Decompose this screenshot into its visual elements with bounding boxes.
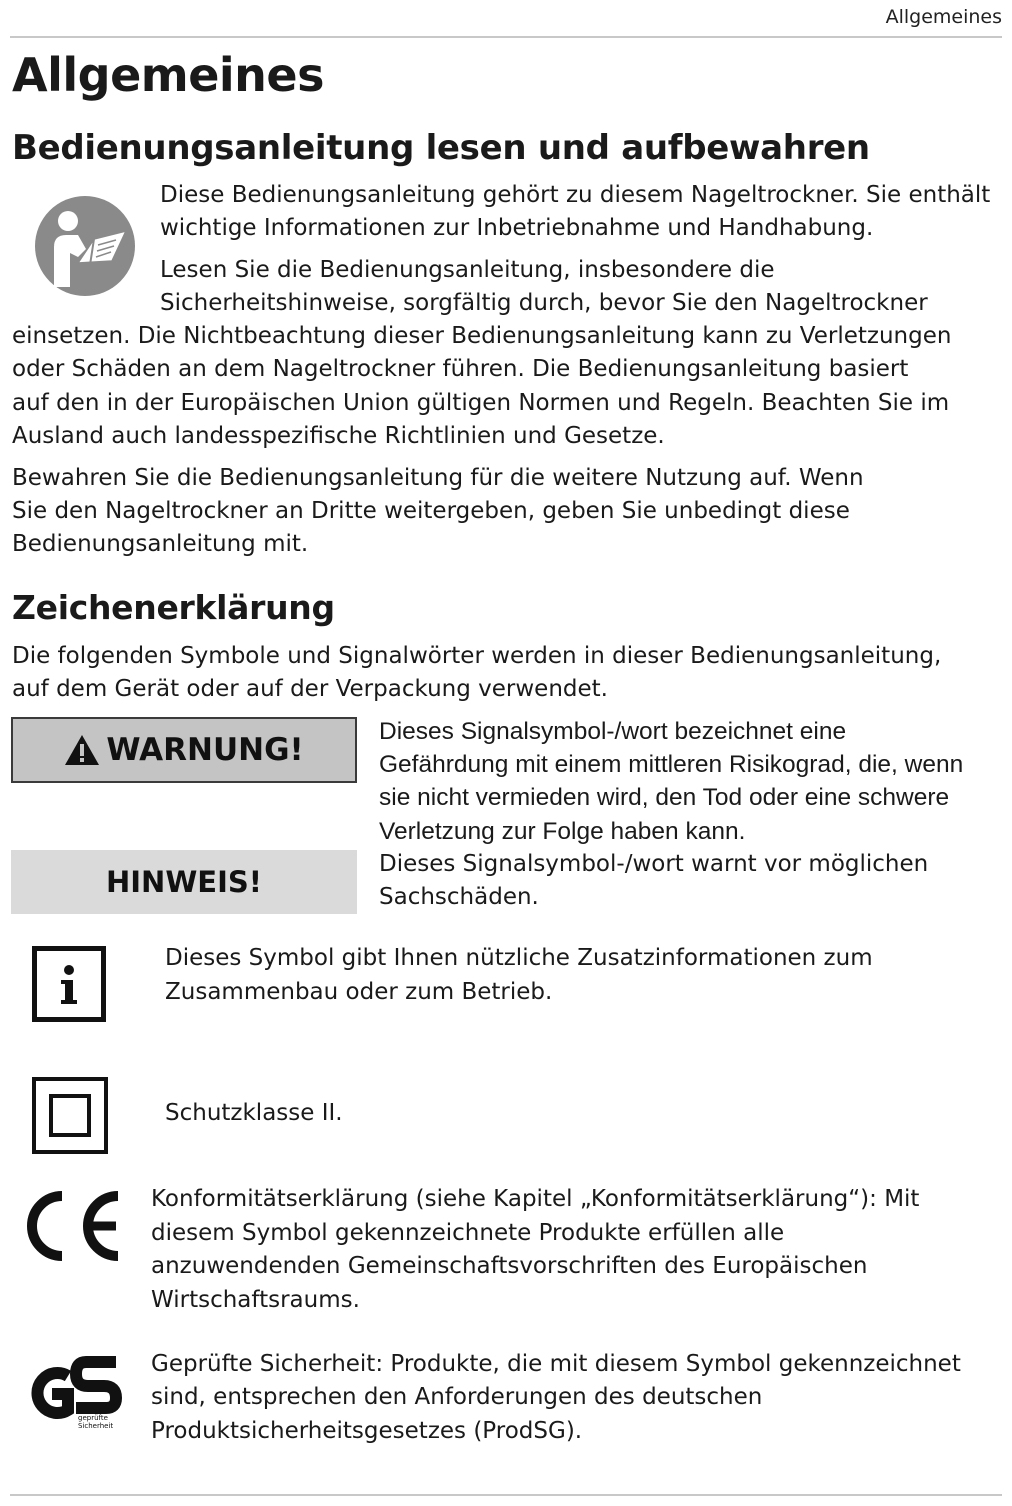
body-line: einsetzen. Die Nichtbeachtung dieser Bedienungsanleitung kann zu Verletzungen (12, 323, 952, 349)
bottom-divider (10, 1494, 1002, 1496)
svg-text:geprüfte: geprüfte (78, 1414, 108, 1422)
ce-text-line: anzuwendenden Gemeinschaftsvorschriften des Europäischen (151, 1253, 868, 1279)
notice-label: HINWEIS! (105, 865, 263, 899)
body-line: Bedienungsanleitung mit. (12, 531, 309, 557)
notice-signal-box (11, 850, 357, 914)
ce-text-line: Konformitätserklärung (siehe Kapitel „Konformitätserklärung“): Mit (151, 1186, 920, 1212)
warning-triangle-icon (64, 734, 100, 766)
page-title: Allgemeines (12, 48, 324, 102)
notice-text-line: Dieses Signalsymbol-/wort warnt vor möglichen (379, 851, 929, 877)
gs-text-line: sind, entsprechen den Anforderungen des deutschen (151, 1384, 763, 1410)
symbols-intro-line: Die folgenden Symbole und Signalwörter werden in dieser Bedienungsanleitung, (12, 643, 942, 669)
info-text-line: Dieses Symbol gibt Ihnen nützliche Zusatzinformationen zum (165, 945, 873, 971)
notice-text-line: Sachschäden. (379, 884, 539, 910)
warning-text-line: sie nicht vermieden wird, den Tod oder eine schwere (379, 784, 950, 811)
intro-line: Diese Bedienungsanleitung gehört zu diesem Nageltrockner. Sie enthält (160, 182, 991, 208)
gs-text-line: Geprüfte Sicherheit: Produkte, die mit diesem Symbol gekennzeichnet (151, 1351, 961, 1377)
section-heading-symbols: Zeichenerklärung (12, 588, 335, 627)
warning-signal-box (11, 717, 357, 783)
warning-text-line: Dieses Signalsymbol-/wort bezeichnet eine (379, 718, 847, 745)
body-line: oder Schäden an dem Nageltrockner führen. Die Bedienungsanleitung basiert (12, 356, 909, 382)
warning-text-line: Gefährdung mit einem mittleren Risikograd, die, wenn (379, 751, 964, 778)
svg-text:Sicherheit: Sicherheit (78, 1422, 114, 1430)
protection-class-text: Schutzklasse II. (165, 1100, 343, 1126)
protection-class-ii-icon (32, 1077, 108, 1154)
symbols-intro-line: auf dem Gerät oder auf der Verpackung verwendet. (12, 676, 608, 702)
read-manual-icon (34, 195, 136, 297)
warning-label: WARNUNG! (106, 732, 304, 768)
gs-mark-icon (22, 1352, 124, 1430)
body-line: Sicherheitshinweise, sorgfältig durch, bevor Sie den Nageltrockner (160, 290, 928, 316)
body-line: Lesen Sie die Bedienungsanleitung, insbesondere die (160, 257, 775, 283)
body-line: Sie den Nageltrockner an Dritte weitergeben, geben Sie unbedingt diese (12, 498, 850, 524)
running-header: Allgemeines (885, 6, 1002, 28)
info-text-line: Zusammenbau oder zum Betrieb. (165, 979, 553, 1005)
warning-text-line: Verletzung zur Folge haben kann. (379, 818, 746, 845)
info-icon (32, 946, 106, 1022)
body-line: Ausland auch landesspezifische Richtlinien und Gesetze. (12, 423, 665, 449)
ce-text-line: Wirtschaftsraums. (151, 1287, 360, 1313)
top-divider (10, 36, 1002, 38)
gs-text-line: Produktsicherheitsgesetzes (ProdSG). (151, 1418, 583, 1444)
body-line: Bewahren Sie die Bedienungsanleitung für die weitere Nutzung auf. Wenn (12, 465, 864, 491)
ce-text-line: diesem Symbol gekennzeichnete Produkte erfüllen alle (151, 1220, 785, 1246)
body-line: auf den in der Europäischen Union gültigen Normen und Regeln. Beachten Sie im (12, 390, 950, 416)
intro-line: wichtige Informationen zur Inbetriebnahme und Handhabung. (160, 215, 874, 241)
ce-mark-icon (22, 1188, 124, 1264)
section-heading-read-manual: Bedienungsanleitung lesen und aufbewahren (12, 128, 870, 168)
